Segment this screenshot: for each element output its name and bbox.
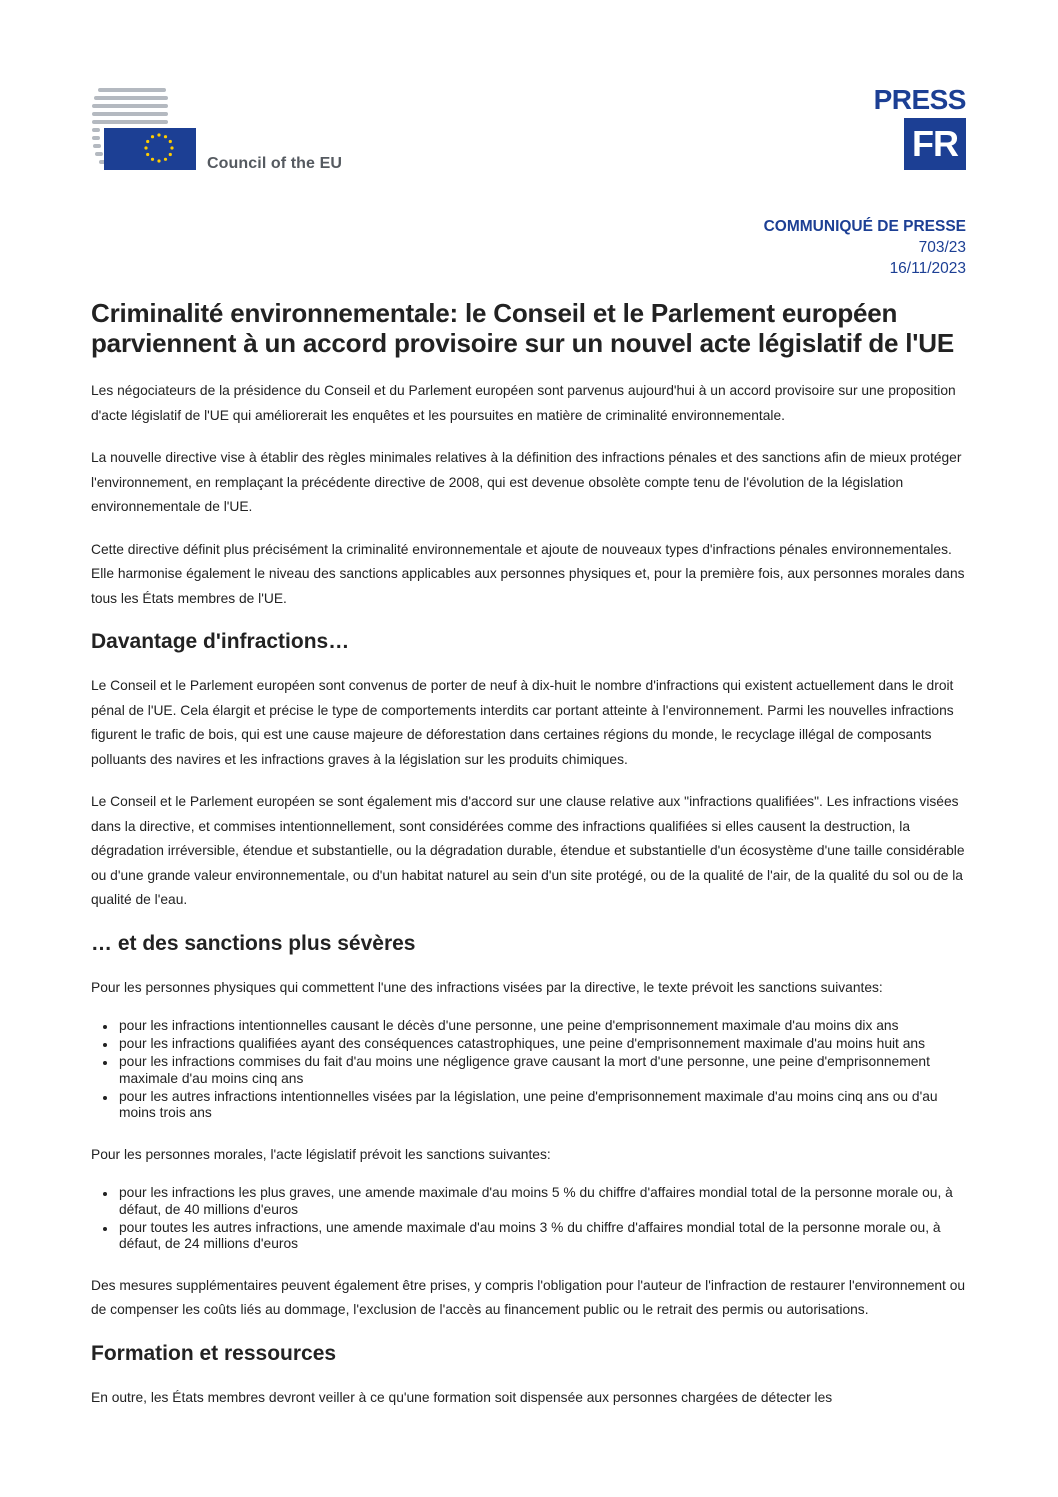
document-meta (764, 216, 966, 279)
list-item: • pour toutes les autres infractions, une amende maximale d'au moins 3 % du chiffre d'affaires mondial total de la personne morale ou, à défaut, de 24 millions d'euros (117, 1220, 969, 1253)
page-title: Criminalité environnementale: le Conseil et le Parlement européen parviennent à un accord provisoire sur un nouvel acte législatif de l'UE (91, 298, 955, 358)
additional-measures-paragraph: Des mesures supplémentaires peuvent également être prises, y compris l'obligation pour l'auteur de l'infraction de restaurer l'environnement ou de compenser les coûts liés au dommage, l'exclusion de l'accès au financement public ou le retrait des permis ou autorisations. (91, 1277, 966, 1317)
legal-persons-sanctions-list (91, 1185, 969, 1253)
section-heading-infractions: Davantage d'infractions… (91, 630, 350, 653)
list-item: • pour les autres infractions intentionnelles visées par la législation, une peine d'emprisonnement maximale d'au moins cinq ans ou d'au moins trois ans (117, 1089, 969, 1122)
intro-paragraph-3: Cette directive définit plus précisément la criminalité environnementale et ajoute de nouveaux types d'infractions pénales environnementales. Elle harmonise également le niveau des sanctions applicables aux personnes physiques et, pour la première fois, aux personnes morales dans tous les États membres de l'UE. (91, 541, 965, 606)
document-number: 703/23 (918, 239, 966, 256)
organization-name: Council of the EU (207, 155, 343, 172)
intro-paragraph-2: La nouvelle directive vise à établir des règles minimales relatives à la définition des infractions pénales et des sanctions afin de mieux protéger l'environnement, en remplaçant la précédente directive de 2008, qui est devenue obsolète compte tenu de l'évolution de la législation environnementale de l'UE. (91, 450, 962, 514)
language-badge: FR (904, 118, 966, 170)
eu-flag-icon (104, 128, 196, 170)
section-heading-sanctions: … et des sanctions plus sévères (91, 931, 416, 955)
section-heading-training: Formation et ressources (91, 1341, 337, 1365)
document-date: 16/11/2023 (889, 260, 966, 277)
list-item: • pour les infractions qualifiées ayant des conséquences catastrophiques, une peine d'emprisonnement maximale d'au moins huit ans (117, 1036, 969, 1053)
section1-paragraph-2: Le Conseil et le Parlement européen se sont également mis d'accord sur une clause relative aux "infractions qualifiées". Les infractions visées dans la directive, et commises intentionnellement, sont considérées comme des infractions qualifiées si elles causent la destruction, la dégradation irréversible, étendue et substantielle, ou la dégradation durable, étendue et substantielle d'un écosystème d'une taille considérable ou d'une grande valeur environnementale, ou d'un habitat naturel au sein d'un site protégé, ou de la qualité de l'air, de la qualité du sol ou de la qualité de l'eau. (91, 794, 965, 907)
press-release-body (91, 298, 969, 1428)
natural-persons-sanctions-list (91, 1018, 969, 1122)
list-item: • pour les infractions commises du fait d'au moins une négligence grave causant la mort d'une personne, une peine d'emprisonnement maximale d'au moins cinq ans (117, 1054, 969, 1087)
intro-paragraph-1: Les négociateurs de la présidence du Conseil et du Parlement européen sont parvenus aujourd'hui à un accord provisoire sur une proposition d'acte législatif de l'UE qui améliorerait les enquêtes et les poursuites en matière de criminalité environnementale. (91, 383, 956, 423)
section3-paragraph: En outre, les États membres devront veiller à ce qu'une formation soit dispensée aux personnes chargées de détecter les (91, 1389, 833, 1405)
list-item: • pour les infractions les plus graves, une amende maximale d'au moins 5 % du chiffre d'affaires mondial total de la personne morale ou, à défaut, de 40 millions d'euros (117, 1185, 969, 1218)
section1-paragraph-1: Le Conseil et le Parlement européen sont convenus de porter de neuf à dix-huit le nombre d'infractions qui existent actuellement dans le droit pénal de l'UE. Cela élargit et précise le type de comportements interdits car portant atteinte à l'environnement. Parmi les nouvelles infractions figurent le trafic de bois, qui est une cause majeure de déforestation dans certaines régions du monde, le recyclage illégal de composants polluants des navires et les infractions graves à la législation sur les produits chimiques. (91, 678, 954, 767)
natural-persons-intro: Pour les personnes physiques qui commettent l'une des infractions visées par la directive, le texte prévoit les sanctions suivantes: (91, 979, 883, 995)
council-logo (92, 86, 212, 176)
document-type: COMMUNIQUÉ DE PRESSE (763, 218, 966, 235)
press-label: PRESS (873, 84, 966, 115)
legal-persons-intro: Pour les personnes morales, l'acte législatif prévoit les sanctions suivantes: (91, 1146, 551, 1162)
list-item: • pour les infractions intentionnelles causant le décès d'une personne, une peine d'emprisonnement maximale d'au moins dix ans (117, 1018, 969, 1035)
